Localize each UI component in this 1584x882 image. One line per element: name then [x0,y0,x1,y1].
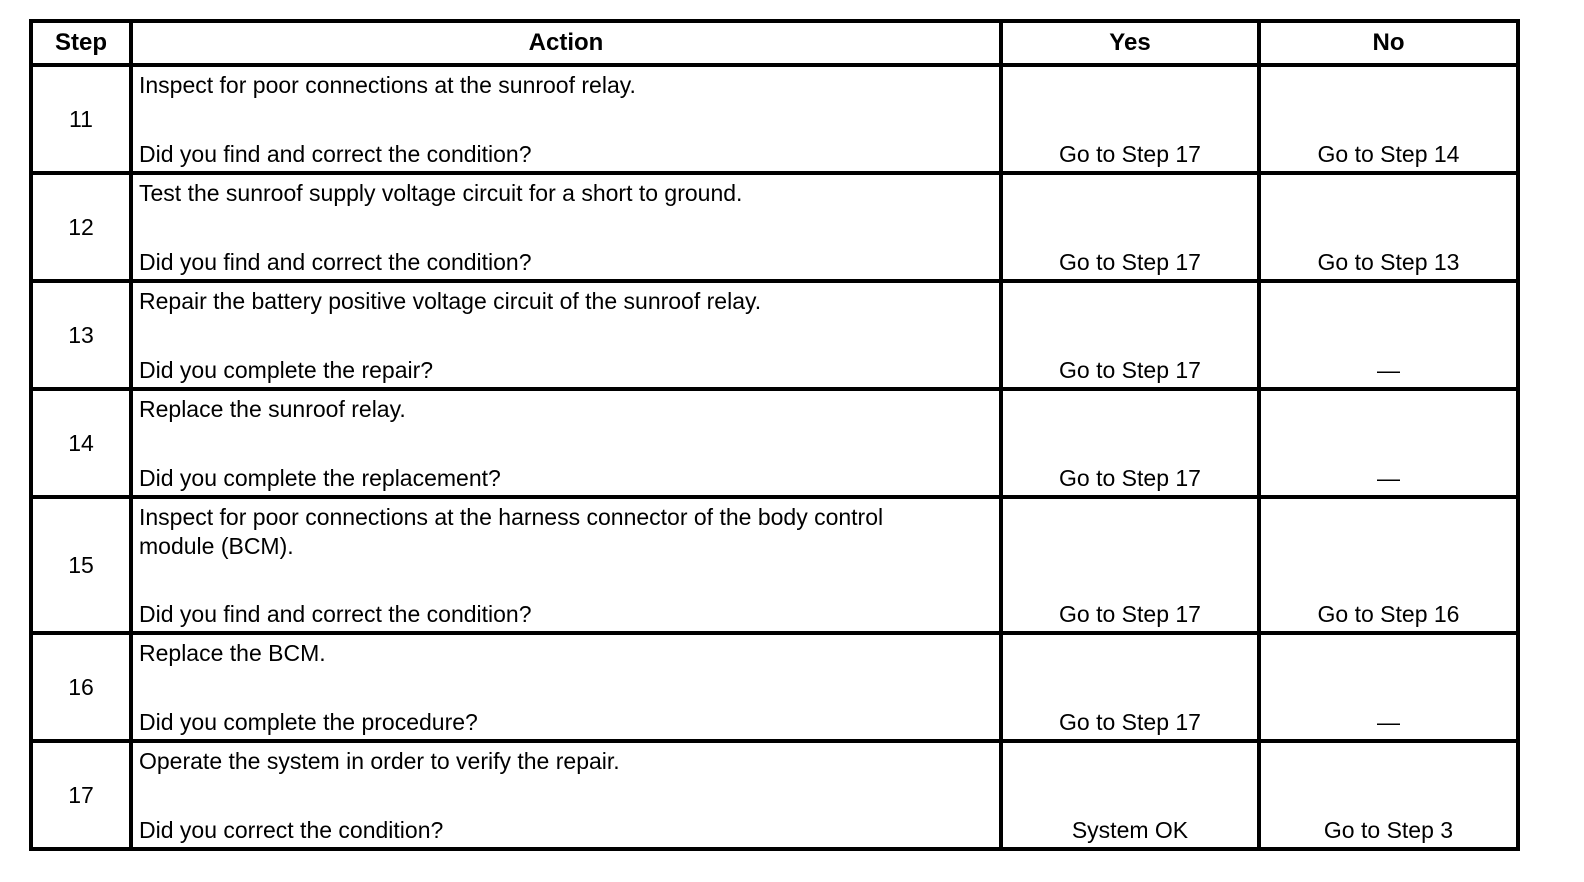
header-step: Step [31,21,131,65]
action-text: Inspect for poor connections at the sunroof relay. [139,72,636,98]
question-text: Did you find and correct the condition? [139,249,532,275]
yes-cell [1001,389,1259,497]
no-cell [1259,281,1518,389]
yes-result: Go to Step 17 [1059,465,1201,491]
action-cell [131,633,1001,741]
no-result: — [1377,465,1400,491]
no-cell [1259,633,1518,741]
action-text: Test the sunroof supply voltage circuit for a short to ground. [139,180,743,206]
no-result: Go to Step 13 [1317,249,1460,275]
question-text: Did you find and correct the condition? [139,141,532,167]
yes-result: System OK [1071,817,1189,843]
no-cell [1259,389,1518,497]
yes-cell [1001,281,1259,389]
question-text: Did you complete the procedure? [139,709,478,735]
action-cell [131,281,1001,389]
question-text: Did you complete the repair? [139,357,434,383]
no-result: — [1377,709,1400,735]
no-cell [1259,173,1518,281]
yes-result: Go to Step 17 [1059,357,1201,383]
header-no: No [1259,21,1518,65]
table-row [31,173,1518,281]
no-result: Go to Step 16 [1317,601,1460,627]
no-cell [1259,65,1518,173]
no-result: Go to Step 14 [1317,141,1460,167]
header-action: Action [131,21,1001,65]
yes-result: Go to Step 17 [1059,601,1201,627]
action-cell [131,173,1001,281]
yes-cell [1001,633,1259,741]
diagnostic-table [29,19,1520,851]
action-cell [131,65,1001,173]
yes-result: Go to Step 17 [1059,709,1201,735]
yes-cell [1001,741,1259,849]
table-row [31,281,1518,389]
question-text: Did you find and correct the condition? [139,601,532,627]
header-yes: Yes [1001,21,1259,65]
question-text: Did you correct the condition? [139,817,444,843]
step-number: 11 [31,65,131,173]
table-row [31,741,1518,849]
action-cell [131,389,1001,497]
step-number: 16 [31,633,131,741]
step-number: 12 [31,173,131,281]
no-result: — [1377,357,1400,383]
table-row [31,389,1518,497]
step-number: 14 [31,389,131,497]
yes-cell [1001,497,1259,633]
yes-cell [1001,173,1259,281]
step-number: 17 [31,741,131,849]
step-number: 13 [31,281,131,389]
action-text: Repair the battery positive voltage circuit of the sunroof relay. [139,288,762,314]
action-text: Replace the sunroof relay. [139,396,406,422]
yes-cell [1001,65,1259,173]
step-number: 15 [31,497,131,633]
table-row [31,65,1518,173]
header-row [31,21,1518,65]
table-row [31,633,1518,741]
question-text: Did you complete the replacement? [139,465,501,491]
no-cell [1259,741,1518,849]
yes-result: Go to Step 17 [1059,249,1201,275]
action-text: Operate the system in order to verify the repair. [139,748,620,774]
no-result: Go to Step 3 [1323,817,1454,843]
action-text: Inspect for poor connections at the harness connector of the body control module (BCM). [139,504,884,559]
yes-result: Go to Step 17 [1059,141,1201,167]
no-cell [1259,497,1518,633]
action-cell [131,741,1001,849]
table-row [31,497,1518,633]
action-text: Replace the BCM. [139,640,326,666]
action-cell [131,497,1001,633]
